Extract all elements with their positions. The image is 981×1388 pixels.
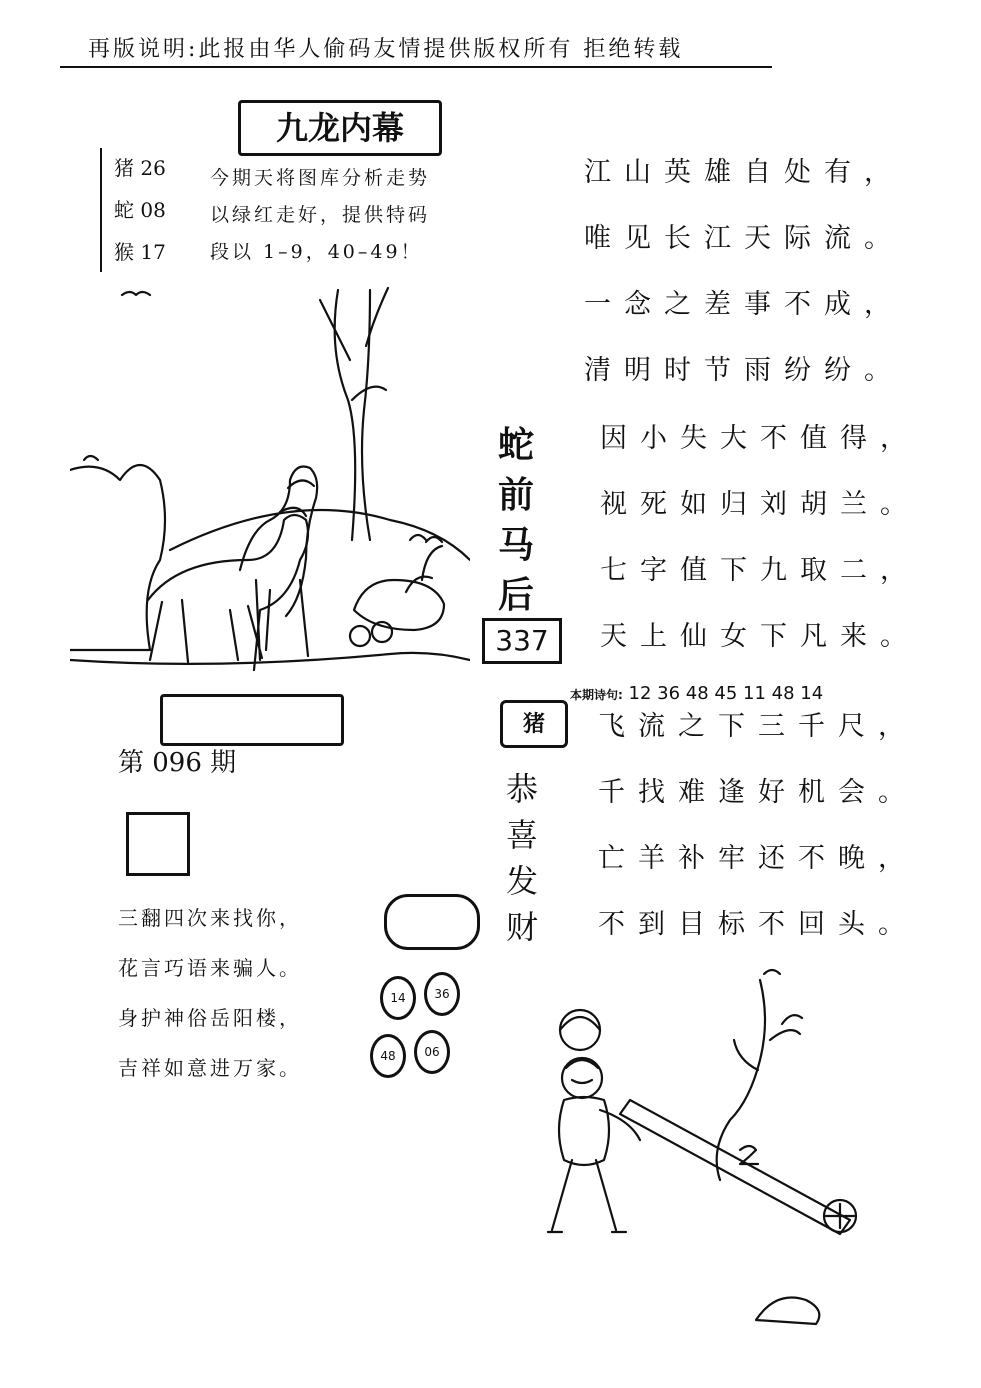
number-ball: 48: [370, 1034, 406, 1078]
issue-number: 第 096 期: [118, 748, 237, 778]
poem-line: 江山英雄自处有，: [584, 157, 904, 188]
poem-line: 不到目标不回头。: [598, 909, 918, 940]
current-numbers-label: 本期诗句:: [570, 688, 623, 702]
center-vertical-text: [494, 420, 538, 620]
poem-line: 身护神俗岳阳楼，: [118, 1006, 302, 1030]
poem-line: 一念之差事不成，: [584, 289, 904, 320]
bottom-title-stamp: [160, 694, 344, 746]
vertical-char: 发: [505, 862, 538, 900]
poem-line: 花言巧语来骗人。: [118, 956, 302, 980]
poem-line: 因小失大不值得，: [600, 423, 920, 454]
poem-line: 唯见长江天际流。: [584, 223, 904, 254]
number-ball: 36: [424, 972, 460, 1016]
right-poem-3: [598, 694, 918, 958]
zodiac-number: 26: [140, 156, 166, 180]
vertical-char: 财: [505, 908, 538, 946]
poem-line: 千找难逢好机会。: [598, 777, 918, 808]
current-numbers-values: 12 36 48 45 11 48 14: [628, 683, 824, 704]
blessing-vertical: [500, 766, 544, 950]
poem-line: 三翻四次来找你，: [118, 906, 302, 930]
zodiac-row: [114, 194, 166, 223]
analysis-line: 今期天将图库分析走势: [210, 167, 431, 189]
zodiac-number: 17: [140, 240, 166, 264]
poem-line: 天上仙女下凡来。: [600, 621, 920, 652]
header-rule: [60, 66, 772, 68]
poem-line: 清明时节雨纷纷。: [584, 355, 904, 386]
code-box: 337: [482, 618, 562, 664]
zodiac-row: [114, 152, 166, 181]
number-ball: 14: [380, 976, 416, 1020]
right-poem-2: [600, 406, 920, 670]
goats-illustration: [70, 280, 470, 680]
zodiac-animal: 猪: [114, 156, 134, 180]
poem-line: 视死如归刘胡兰。: [600, 489, 920, 520]
poem-line: 吉祥如意进万家。: [118, 1056, 302, 1080]
zodiac-animal: 蛇: [114, 198, 134, 222]
vertical-char: 恭: [505, 770, 538, 808]
vertical-char: 喜: [505, 816, 538, 854]
vertical-char: 后: [497, 574, 534, 616]
boy-illustration: [520, 960, 920, 1350]
balls-stamp: [384, 894, 480, 950]
header-notice: 再版说明:此报由华人偷码友情提供版权所有 拒绝转载: [88, 37, 684, 62]
bottom-note: [138, 1130, 370, 1212]
poem-line: 亡羊补牢还不晚，: [598, 843, 918, 874]
number-ball: 06: [414, 1030, 450, 1074]
poem-line: 七字值下九取二，: [600, 555, 920, 586]
analysis-line: 段以 1–9，40–49！: [210, 241, 423, 263]
vertical-char: 马: [497, 524, 534, 566]
vertical-char: 蛇: [497, 424, 534, 466]
zodiac-animal: 猴: [114, 240, 134, 264]
zodiac-row: [114, 236, 166, 265]
right-poem-1: [584, 140, 904, 404]
zodiac-box: [100, 148, 192, 272]
zodiac-number: 08: [140, 198, 166, 222]
left-box-stamp: [126, 812, 190, 876]
analysis-text: [210, 160, 430, 271]
poem-line: 飞流之下三千尺，: [598, 711, 918, 742]
analysis-line: 以绿红走好，提供特码: [210, 204, 431, 226]
left-poem: [118, 893, 302, 1093]
vertical-char: 前: [497, 474, 534, 516]
special-stamp: 猪: [500, 700, 568, 748]
bird-icon: [122, 292, 150, 295]
title-stamp: 九龙内幕: [238, 100, 442, 156]
